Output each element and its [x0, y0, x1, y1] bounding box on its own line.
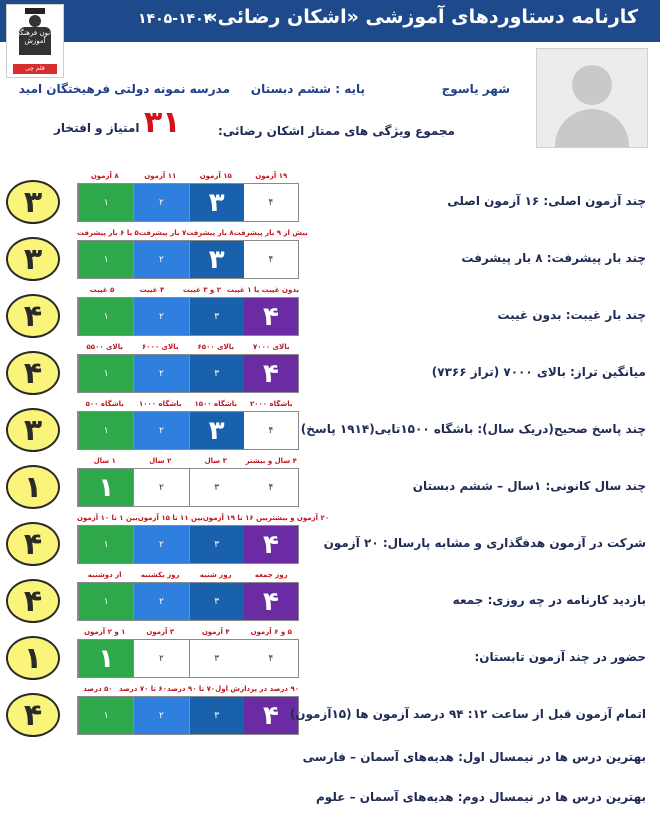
- threshold-label: ۱۱ آزمون: [144, 172, 177, 180]
- threshold-label: ۵۰ درصد: [83, 685, 113, 693]
- threshold-label: ۱۹ آزمون: [255, 172, 288, 180]
- threshold-label: بین ۱ تا ۱۰ آزمون: [77, 514, 138, 522]
- level-cell: ۳: [189, 298, 244, 335]
- row-score-badge: ۱: [6, 465, 60, 509]
- level-cell: ۳: [189, 697, 244, 734]
- threshold-label: بیش از ۹ بار پیشرفت: [233, 229, 308, 237]
- level-cell: ۴: [244, 640, 298, 677]
- level-cell: ۲: [133, 184, 188, 221]
- level-cell-active: ۱: [78, 469, 133, 506]
- threshold-label: روز یکشنبه: [140, 571, 180, 579]
- page-title: کارنامه دستاوردهای آموزشی «اشکان رضائی»: [205, 6, 638, 28]
- threshold-labels: [77, 400, 299, 408]
- level-cell: ۲: [133, 640, 188, 677]
- threshold-label: ۲ و ۳ غیبت: [182, 286, 221, 294]
- level-cell-active: ۳: [189, 241, 244, 278]
- level-cell-active: ۴: [244, 697, 298, 734]
- level-cell: ۲: [133, 469, 188, 506]
- graduation-hat-icon: [25, 8, 45, 14]
- level-grid: [77, 240, 299, 279]
- threshold-label: ۱ سال: [93, 457, 116, 465]
- kanoon-logo: [6, 4, 64, 78]
- row-score-badge: ۴: [6, 294, 60, 338]
- achievement-question: چند بار پیشرفت: ۸ بار پیشرفت: [461, 251, 646, 265]
- row-score-badge: ۴: [6, 522, 60, 566]
- achievement-question: چند آزمون اصلی: ۱۶ آزمون اصلی: [447, 194, 646, 208]
- logo-text: کانون فرهنگی آموزش: [14, 29, 56, 45]
- achievement-question: حضور در چند آزمون تابستان:: [474, 650, 646, 664]
- threshold-label: ۸ بار پیشرفت: [186, 229, 234, 237]
- level-cell: ۴: [244, 469, 298, 506]
- threshold-label: باشگاه ۱۰۰۰: [138, 400, 182, 408]
- threshold-label: ۲ سال: [149, 457, 172, 465]
- threshold-label: از دوشنبه: [87, 571, 122, 579]
- threshold-labels: [77, 457, 299, 465]
- best-subjects-second-term: بهترین درس ها در نیمسال دوم: هدیه‌های آسمان – علوم: [316, 790, 646, 804]
- threshold-labels: [77, 172, 299, 180]
- level-grid: [77, 354, 299, 393]
- achievement-question: اتمام آزمون قبل از ساعت ۱۲: ۹۴ درصد آزمون ها (۱۵آزمون): [289, 707, 646, 721]
- avatar-body-icon: [555, 109, 629, 147]
- level-cell: ۱: [78, 697, 133, 734]
- threshold-label: ۷۰ تا ۹۰ درصد: [167, 685, 216, 693]
- achievement-question: چند سال کانونی: ۱سال – ششم دبستان: [412, 479, 646, 493]
- threshold-label: ۴ آزمون: [201, 628, 230, 636]
- row-score-badge: ۳: [6, 408, 60, 452]
- school-label: مدرسه نمونه دولتی فرهیختگان امید: [18, 82, 230, 96]
- avatar-head-icon: [572, 65, 612, 105]
- threshold-label: بالای ۶۰۰۰: [142, 343, 179, 351]
- threshold-label: بالای ۷۰۰۰: [253, 343, 290, 351]
- level-grid: [77, 525, 299, 564]
- threshold-label: ۳ سال: [204, 457, 227, 465]
- level-cell: ۲: [133, 355, 188, 392]
- threshold-label: باشگاه ۲۰۰۰: [249, 400, 293, 408]
- level-grid: [77, 468, 299, 507]
- threshold-labels: [77, 628, 299, 636]
- threshold-label: ۵ یا ۶ بار پیشرفت: [77, 229, 139, 237]
- threshold-label: ۵ غیبت: [89, 286, 115, 294]
- city-label: شهر یاسوج: [441, 82, 510, 96]
- level-cell: ۳: [189, 469, 244, 506]
- level-cell-active: ۳: [189, 412, 244, 449]
- achievement-question: بازدید کارنامه در چه روزی: جمعه: [452, 593, 646, 607]
- threshold-labels: [77, 286, 299, 294]
- threshold-label: ۶۰ تا ۷۰ درصد: [118, 685, 168, 693]
- row-score-badge: ۳: [6, 237, 60, 281]
- threshold-label: ۴ غیبت: [139, 286, 165, 294]
- threshold-label: بالای ۶۵۰۰: [197, 343, 234, 351]
- threshold-labels: [77, 343, 299, 351]
- row-score-badge: ۴: [6, 579, 60, 623]
- threshold-label: ۹۰ درصد در پردازش اول: [215, 685, 299, 693]
- level-cell: ۴: [244, 412, 298, 449]
- threshold-label: باشگاه ۵۰۰: [85, 400, 124, 408]
- level-cell: ۳: [189, 583, 244, 620]
- level-grid: [77, 183, 299, 222]
- person-head-icon: [29, 15, 41, 27]
- level-grid: [77, 297, 299, 336]
- achievement-sum-label: مجموع ویژگی های ممتاز اشکان رضائی:: [218, 124, 455, 138]
- level-cell: ۲: [133, 583, 188, 620]
- level-cell: ۱: [78, 583, 133, 620]
- level-cell-active: ۳: [189, 184, 244, 221]
- threshold-label: ۵ و ۶ آزمون: [250, 628, 292, 636]
- score-caption: امتیاز و افتخار: [54, 121, 140, 135]
- row-score-badge: ۴: [6, 693, 60, 737]
- threshold-labels: [77, 514, 330, 522]
- row-score-badge: ۳: [6, 180, 60, 224]
- threshold-label: ۱ و ۲ آزمون: [84, 628, 126, 636]
- level-grid: [77, 411, 299, 450]
- threshold-labels: [77, 229, 308, 237]
- total-score: ۳۱: [144, 105, 181, 140]
- threshold-label: ۲۰ آزمون و بیشتر: [267, 514, 330, 522]
- student-photo-placeholder: [536, 48, 648, 148]
- level-cell: ۱: [78, 298, 133, 335]
- threshold-label: روز شنبه: [199, 571, 232, 579]
- threshold-label: بین ۱۶ تا ۱۹ آزمون: [202, 514, 268, 522]
- threshold-label: بالای ۵۵۰۰: [86, 343, 123, 351]
- achievement-question: چند پاسخ صحیح(دریک سال): باشگاه ۱۵۰۰تایی(۱۹۱۴ پاسخ): [300, 422, 646, 436]
- level-cell-active: ۴: [244, 355, 298, 392]
- level-cell: ۱: [78, 355, 133, 392]
- threshold-label: ۸ آزمون: [90, 172, 119, 180]
- level-cell: ۲: [133, 526, 188, 563]
- grade-label: پایه : ششم دبستان: [250, 82, 365, 96]
- threshold-labels: [77, 571, 299, 579]
- threshold-label: بین ۱۱ تا ۱۵ آزمون: [137, 514, 203, 522]
- level-cell: ۲: [133, 412, 188, 449]
- best-subjects-first-term: بهترین درس ها در نیمسال اول: هدیه‌های آسمان – فارسی: [302, 750, 646, 764]
- level-cell-active: ۴: [244, 583, 298, 620]
- row-score-badge: ۱: [6, 636, 60, 680]
- level-grid: [77, 639, 299, 678]
- level-cell: ۳: [189, 640, 244, 677]
- level-cell: ۴: [244, 184, 298, 221]
- header-bar: [0, 0, 660, 42]
- threshold-label: بدون غیبت یا ۱ غیبت: [226, 286, 300, 294]
- threshold-label: ۷ بار پیشرفت: [138, 229, 187, 237]
- level-cell: ۲: [133, 241, 188, 278]
- level-grid: [77, 582, 299, 621]
- row-score-badge: ۴: [6, 351, 60, 395]
- threshold-label: روز جمعه: [254, 571, 288, 579]
- threshold-label: ۳ آزمون: [146, 628, 175, 636]
- achievement-question: شرکت در آزمون هدفگذاری و مشابه پارسال: ۲۰ آزمون: [323, 536, 646, 550]
- level-grid: [77, 696, 299, 735]
- level-cell-active: ۴: [244, 526, 298, 563]
- level-cell-active: ۴: [244, 298, 298, 335]
- achievement-question: چند بار غیبت: بدون غیبت: [497, 308, 646, 322]
- level-cell-active: ۱: [78, 640, 133, 677]
- level-cell: ۱: [78, 241, 133, 278]
- level-cell: ۳: [189, 526, 244, 563]
- threshold-label: ۴ سال و بیشتر: [245, 457, 297, 465]
- level-cell: ۱: [78, 412, 133, 449]
- logo-brand: قلم چی: [13, 64, 57, 74]
- level-cell: ۳: [189, 355, 244, 392]
- threshold-labels: [77, 685, 299, 693]
- level-cell: ۲: [133, 298, 188, 335]
- academic-year: ۱۴۰۵-۱۴۰۴: [138, 11, 213, 27]
- level-cell: ۴: [244, 241, 298, 278]
- level-cell: ۱: [78, 526, 133, 563]
- achievement-question: میانگین تراز: بالای ۷۰۰۰ (تراز ۷۳۶۶): [431, 365, 646, 379]
- level-cell: ۲: [133, 697, 188, 734]
- level-cell: ۱: [78, 184, 133, 221]
- threshold-label: ۱۵ آزمون: [199, 172, 232, 180]
- threshold-label: باشگاه ۱۵۰۰: [194, 400, 237, 408]
